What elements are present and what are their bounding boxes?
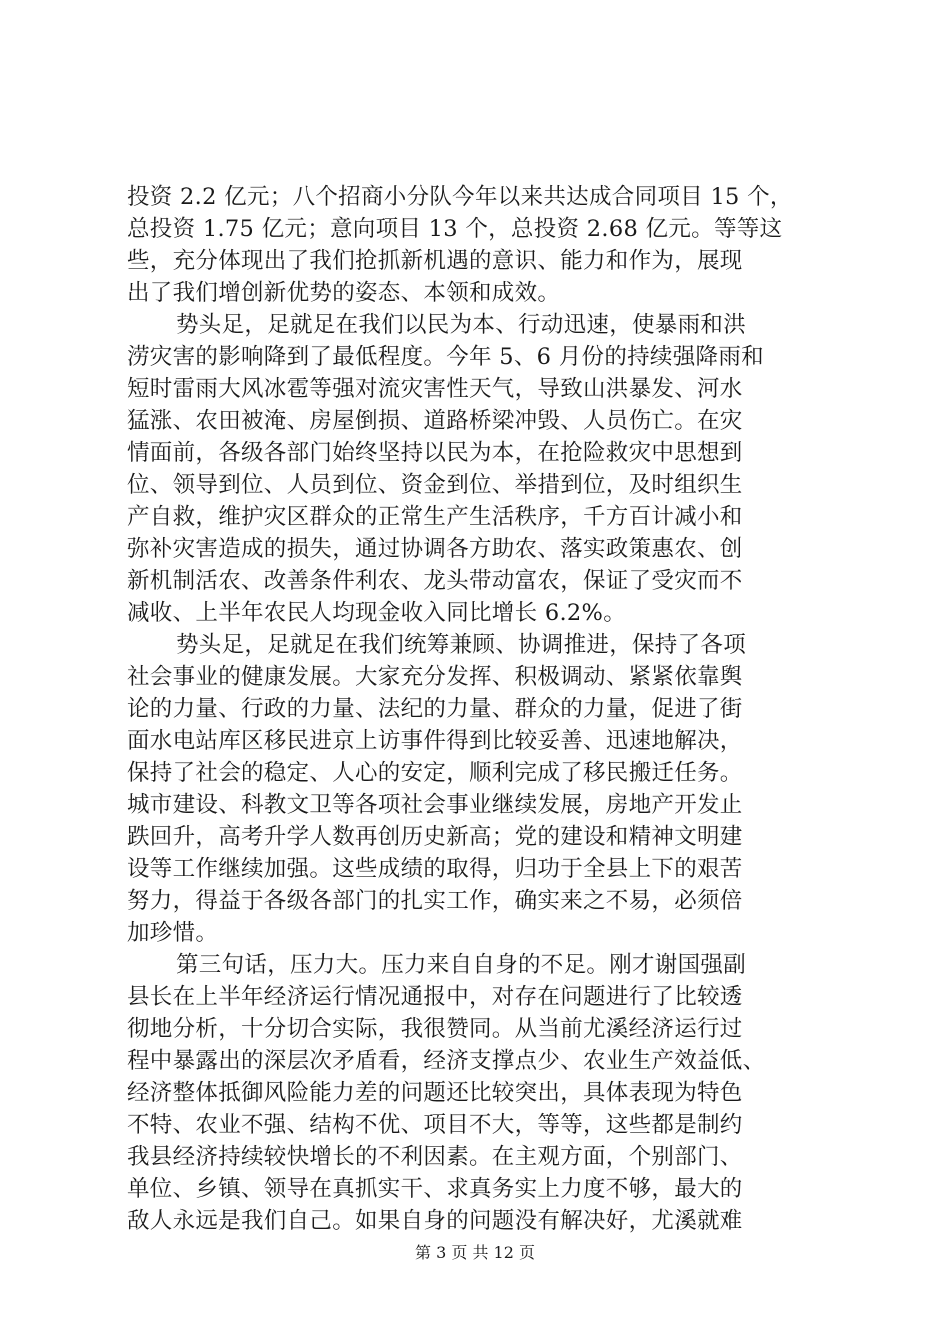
text-line: 总投资 1.75 亿元；意向项目 13 个，总投资 2.68 亿元。等等这 bbox=[127, 216, 783, 242]
text-line: 城市建设、科教文卫等各项社会事业继续发展，房地产开发止 bbox=[127, 792, 743, 818]
text-line: 位、领导到位、人员到位、资金到位、举措到位，及时组织生 bbox=[127, 472, 743, 498]
text-line: 保持了社会的稳定、人心的安定，顺利完成了移民搬迁任务。 bbox=[127, 760, 743, 786]
text-line: 彻地分析，十分切合实际，我很赞同。从当前尤溪经济运行过 bbox=[127, 1016, 743, 1042]
text-line: 论的力量、行政的力量、法纪的力量、群众的力量，促进了街 bbox=[127, 696, 743, 722]
paragraph-first-line: 第三句话，压力大。压力来自自身的不足。刚才谢国强副 bbox=[176, 952, 747, 978]
text-line: 我县经济持续较快增长的不利因素。在主观方面，个别部门、 bbox=[127, 1144, 743, 1170]
text-line: 社会事业的健康发展。大家充分发挥、积极调动、紧紧依靠舆 bbox=[127, 664, 743, 690]
text-line: 努力，得益于各级各部门的扎实工作，确实来之不易，必须倍 bbox=[127, 888, 743, 914]
text-line: 短时雷雨大风冰雹等强对流灾害性天气，导致山洪暴发、河水 bbox=[127, 376, 743, 402]
text-line: 单位、乡镇、领导在真抓实干、求真务实上力度不够，最大的 bbox=[127, 1176, 743, 1202]
text-line: 敌人永远是我们自己。如果自身的问题没有解决好，尤溪就难 bbox=[127, 1208, 743, 1234]
text-line: 猛涨、农田被淹、房屋倒损、道路桥梁冲毁、人员伤亡。在灾 bbox=[127, 408, 743, 434]
text-line: 不特、农业不强、结构不优、项目不大，等等，这些都是制约 bbox=[127, 1112, 743, 1138]
text-line: 设等工作继续加强。这些成绩的取得，归功于全县上下的艰苦 bbox=[127, 856, 743, 882]
text-line: 弥补灾害造成的损失，通过协调各方助农、落实政策惠农、创 bbox=[127, 536, 743, 562]
text-line: 情面前，各级各部门始终坚持以民为本，在抢险救灾中思想到 bbox=[127, 440, 743, 466]
page-number-footer: 第 3 页 共 12 页 bbox=[415, 1243, 535, 1262]
text-line: 投资 2.2 亿元；八个招商小分队今年以来共达成合同项目 15 个， bbox=[127, 184, 793, 210]
text-line: 出了我们增创新优势的姿态、本领和成效。 bbox=[127, 280, 561, 306]
text-line: 程中暴露出的深层次矛盾看，经济支撑点少、农业生产效益低、 bbox=[127, 1048, 766, 1074]
text-line: 产自救，维护灾区群众的正常生产生活秩序，千方百计减小和 bbox=[127, 504, 743, 530]
paragraph-first-line: 势头足，足就足在我们以民为本、行动迅速，使暴雨和洪 bbox=[176, 312, 747, 338]
text-line: 面水电站库区移民进京上访事件得到比较妥善、迅速地解决， bbox=[127, 728, 743, 754]
text-line: 加珍惜。 bbox=[127, 920, 219, 946]
text-line: 减收、上半年农民人均现金收入同比增长 6.2%。 bbox=[127, 600, 627, 626]
text-line: 涝灾害的影响降到了最低程度。今年 5、6 月份的持续强降雨和 bbox=[127, 344, 764, 370]
text-line: 跌回升，高考升学人数再创历史新高；党的建设和精神文明建 bbox=[127, 824, 743, 850]
text-line: 新机制活农、改善条件利农、龙头带动富农，保证了受灾而不 bbox=[127, 568, 743, 594]
text-line: 县长在上半年经济运行情况通报中，对存在问题进行了比较透 bbox=[127, 984, 743, 1010]
text-line: 经济整体抵御风险能力差的问题还比较突出，具体表现为特色 bbox=[127, 1080, 743, 1106]
text-line: 些，充分体现出了我们抢抓新机遇的意识、能力和作为，展现 bbox=[127, 248, 743, 274]
paragraph-first-line: 势头足，足就足在我们统筹兼顾、协调推进，保持了各项 bbox=[176, 632, 747, 658]
